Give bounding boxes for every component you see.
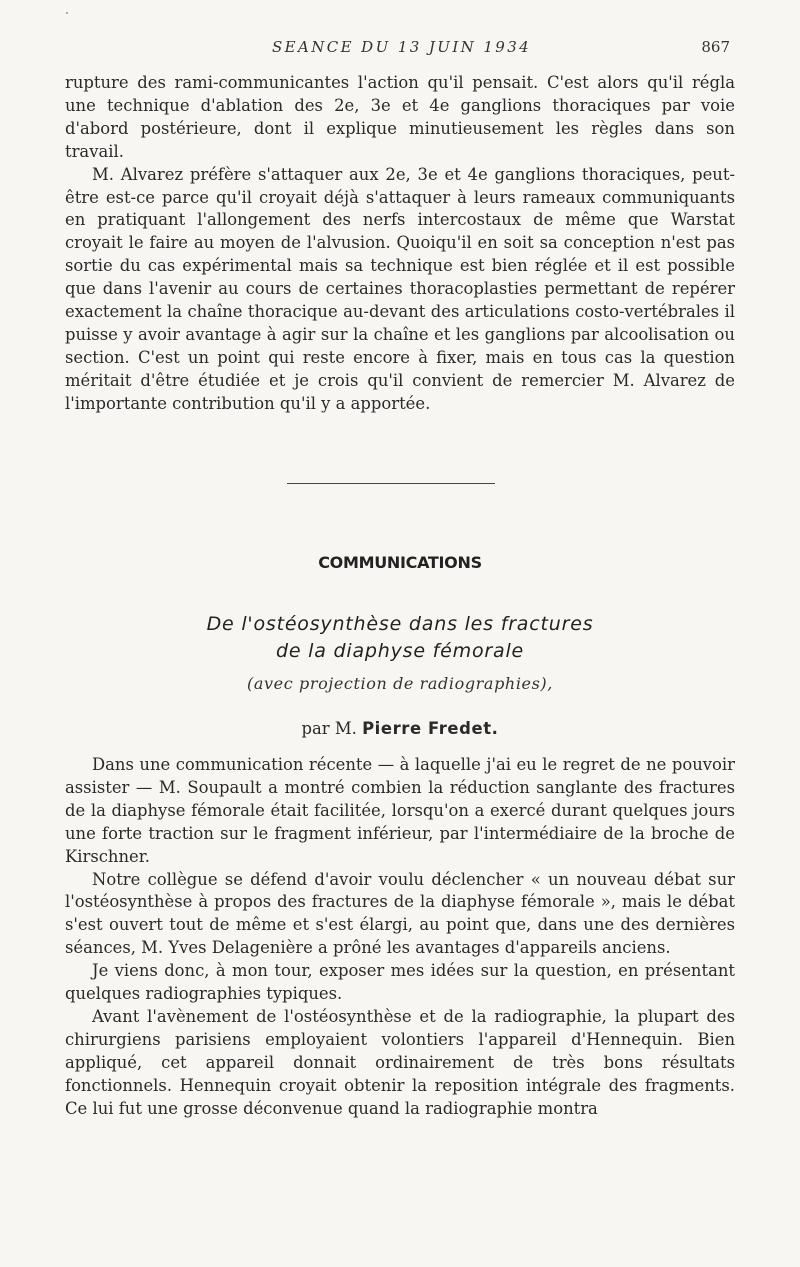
intro-paragraph-2: M. Alvarez préfère s'attaquer aux 2e, 3e et 4e ganglions thoraciques, peut-être est-ce parce qu'il croyait déjà s'attaquer à leurs rameaux communiquants en pratiquant l'allongement des nerfs intercostaux de même que Warstat croyait le faire au moyen de l'alvusion. Quoiqu'il en soit sa conception n'est pas sortie du cas expérimental mais sa technique est bien réglée et il est possible que dans l'avenir au cours de certaines thoracoplasties permettant de repérer exactement la chaîne thoracique au-devant des articulations costo-vertébrales il puisse y avoir avantage à agir sur la chaîne et les ganglions par alcoolisation ou section. C'est un point qui reste encore à fixer, mais en tous cas la question méritait d'être étudiée et je crois qu'il convient de remercier M. Alvarez de l'importante contribution qu'il y a apportée.	[65, 164, 735, 413]
article-subtitle: (avec projection de radiographies),	[247, 674, 553, 693]
article-paragraph-3: Je viens donc, à mon tour, exposer mes idées sur la question, en présentant quelques radiographies typiques.	[65, 961, 735, 1004]
article-byline	[0, 719, 800, 738]
article-paragraph-1: Dans une communication récente — à laquelle j'ai eu le regret de ne pouvoir assister — M. Soupault a montré combien la réduction sanglante des fractures de la diaphyse fémorale était facilitée, lorsqu'on a exercé durant quelques jours une forte traction sur le fragment inférieur, par l'intermédiaire de la broche de Kirschner.	[65, 755, 735, 866]
article-paragraph-2: Notre collègue se défend d'avoir voulu déclencher « un nouveau débat sur l'ostéosynthèse à propos des fractures de la diaphyse fémorale », mais le débat s'est ouvert tout de même et s'est élargi, au point que, dans une des dernières séances, M. Yves Delagenière a prôné les avantages d'appareils anciens.	[65, 869, 735, 958]
article-text-block	[65, 754, 735, 1121]
article-paragraph-4: Avant l'avènement de l'ostéosynthèse et de la radiographie, la plupart des chirurgiens parisiens employaient volontiers l'appareil d'Hennequin. Bien appliqué, cet appareil donnait ordinairement de très bons résultats fonctionnels. Hennequin croyait obtenir la reposition intégrale des fragments. Ce lui fut une grosse déconvenue quand la radiographie montra	[65, 1006, 735, 1118]
intro-text-block	[65, 72, 735, 416]
article-title-line-1: De l'ostéosynthèse dans les fractures	[206, 613, 594, 635]
intro-paragraph-1: rupture des rami-communicantes l'action qu'il pensait. C'est alors qu'il régla une technique d'ablation des 2e, 3e et 4e ganglions thoraciques par voie d'abord postérieure, dont il explique minutieusement les règles dans son travail.	[65, 73, 735, 161]
author-name: Pierre Fredet.	[362, 719, 499, 738]
section-heading: COMMUNICATIONS	[318, 553, 482, 572]
margin-speck	[66, 12, 68, 14]
page-number: 867	[701, 38, 730, 56]
byline-prefix: par M.	[301, 719, 357, 738]
running-header	[0, 38, 800, 58]
running-title: SEANCE DU 13 JUIN 1934	[272, 38, 532, 56]
section-divider	[287, 483, 495, 484]
article-title-line-2: de la diaphyse fémorale	[275, 640, 525, 662]
